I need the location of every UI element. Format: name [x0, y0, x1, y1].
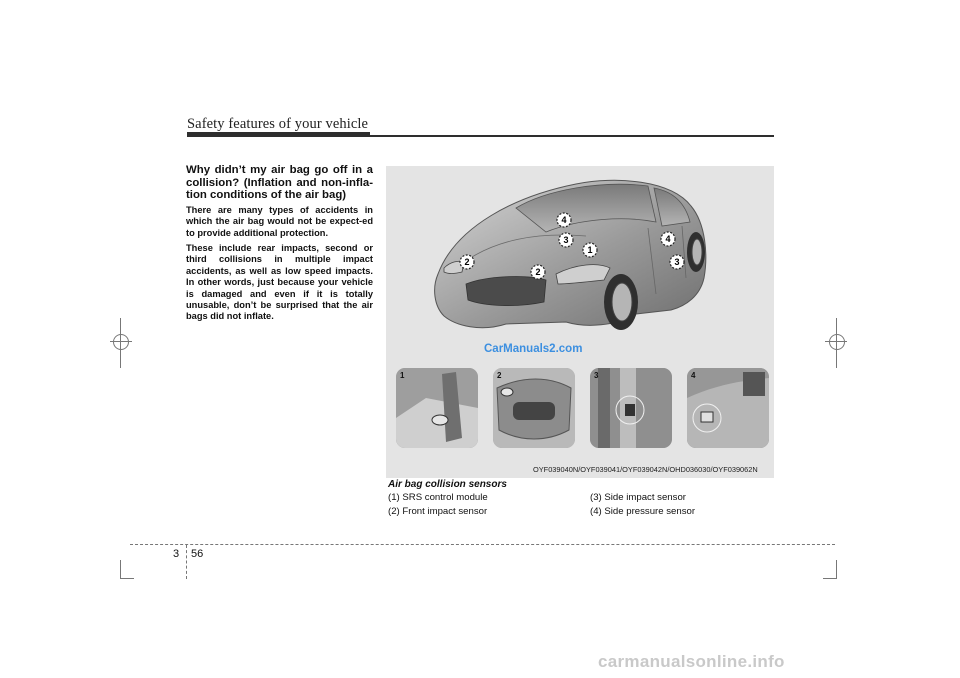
- side-pressure-sensor-illustration: [687, 368, 769, 448]
- content-paragraph-2: These include rear impacts, second or third collisions in multiple impact accidents, as well as low speed impacts. In other words, just because your vehicle is damaged and even if it is totally unusable, don’t be surprised that the air bags did not inflate.: [186, 243, 373, 322]
- header-rule: [187, 135, 774, 137]
- thumbnail-number: 1: [400, 371, 405, 380]
- crop-mark-bottom-left: [120, 578, 134, 579]
- crop-mark-bottom-right-v: [836, 560, 837, 578]
- thumbnail-number: 2: [497, 371, 502, 380]
- srs-module-illustration: [396, 368, 478, 448]
- side-impact-sensor-illustration: [590, 368, 672, 448]
- thumbnail-number: 3: [594, 371, 599, 380]
- callout-4a: 4: [561, 215, 567, 225]
- crop-mark-left-circle: [113, 334, 129, 350]
- page-section: 3: [173, 548, 180, 560]
- content-paragraph-1: There are many types of accidents in which the air bag would not be expect-ed to provide additional protection.: [186, 204, 373, 238]
- footer-rule: [130, 544, 835, 545]
- caption-item-side-pressure: (4) Side pressure sensor: [590, 506, 696, 517]
- callout-1: 1: [587, 245, 593, 255]
- site-footer: carmanualsonline.info: [598, 652, 785, 671]
- crop-mark-right-circle: [829, 334, 845, 350]
- caption-item-srs: (1) SRS control module: [388, 492, 488, 503]
- callout-2b: 2: [535, 267, 541, 277]
- thumbnail-side-pressure-sensor: [687, 368, 769, 448]
- page-number: 56: [191, 548, 204, 560]
- callout-3a: 3: [563, 235, 569, 245]
- caption-item-front: (2) Front impact sensor: [388, 506, 488, 517]
- callout-3b: 3: [674, 257, 680, 267]
- thumbnail-front-sensor: [493, 368, 575, 448]
- thumbnail-number: 4: [691, 371, 696, 380]
- body-text: [186, 164, 373, 327]
- figure-code: OYF039040N/OYF039041/OYF039042N/OHD036030/OYF039062N: [533, 465, 758, 474]
- thumbnail-side-impact-sensor: [590, 368, 672, 448]
- crop-mark-bottom-right: [823, 578, 837, 579]
- section-title: Safety features of your vehicle: [187, 116, 369, 132]
- callout-2a: 2: [464, 257, 470, 267]
- caption-item-side-impact: (3) Side impact sensor: [590, 492, 686, 503]
- content-heading: Why didn’t my air bag go off in a collision? (Inflation and non-infla-tion conditions of the air bag): [186, 164, 373, 202]
- caption-title: Air bag collision sensors: [388, 479, 507, 490]
- figure-watermark: CarManuals2.com: [484, 343, 583, 355]
- crop-mark-bottom-left-v: [120, 560, 121, 578]
- footer-divider: [186, 545, 187, 579]
- thumbnail-srs-module: [396, 368, 478, 448]
- front-sensor-illustration: [493, 368, 575, 448]
- callout-4b: 4: [665, 234, 671, 244]
